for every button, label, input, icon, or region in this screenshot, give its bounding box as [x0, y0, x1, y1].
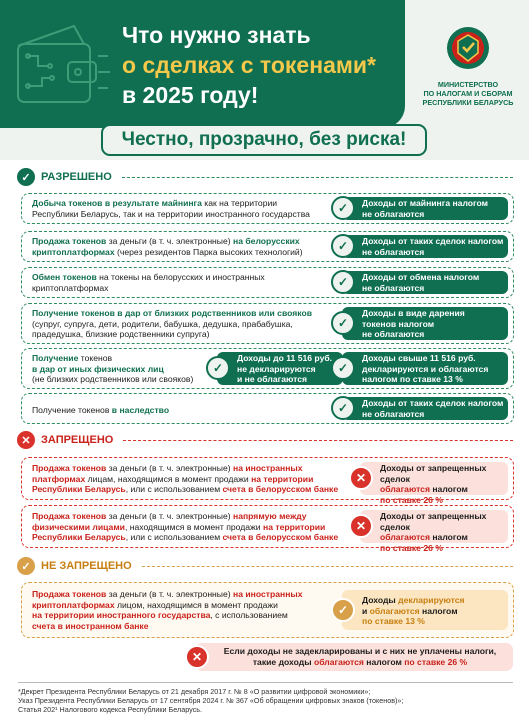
allowed-row-inheritance: Получение токенов в наследство ✓ Доходы от таких сделок налогом не облагаются [21, 393, 514, 424]
allowed-inheritance-result: ✓ Доходы от таких сделок налогом не облагаются [342, 397, 508, 420]
allowed-gift-result: ✓ Доходы в виде дарения токенов налогом не облагаются [342, 307, 508, 340]
allowed-mining-result: ✓ Доходы от майнинга налогом не облагаются [342, 197, 508, 220]
allowed-exchange-result: ✓ Доходы от обмена налогом не облагаются [342, 271, 508, 294]
allowed-sale-result: ✓ Доходы от таких сделок налогом не облагаются [342, 235, 508, 258]
warning-undeclared: ✕ Если доходы не задекларированы и с них не уплачены налоги, такие доходы облагаются налогом по ставке 26 % [195, 643, 513, 671]
allowed-gift-under-limit: ✓ Доходы до 11 516 руб. не декларируются и не облагаются налогом [217, 352, 343, 385]
not-forbidden-result: ✓ Доходы декларируются и облагаются налогом по ставке 13 % [342, 590, 508, 630]
cross-circle-icon: ✕ [17, 431, 35, 449]
page-title: Что нужно знать о сделках с токенами* в 2025 году! [122, 22, 376, 108]
ministry-emblem-icon [445, 25, 491, 71]
footnote: *Декрет Президента Республики Беларусь от 21 декабря 2017 г. № 8 «О развитии цифровой экономики»; Указ Президента Республики Беларусь от 17 сентября 2024 г. № 367 «Об обращении цифровых знаков (токенов)»; Статья 202¹ Налогового кодекса Республики Беларусь. [18, 682, 513, 714]
allowed-row-gift-relatives: Получение токенов в дар от близких родственников или свояков (супруг, супруга, дети, родители, бабушка, дедушка, прабабушка, прадедушка, близкие родственники супруга) ✓ Доходы в виде дарения токенов налогом не облагаются [21, 303, 514, 344]
forbidden-row-p2p: Продажа токенов за деньги (в т. ч. электронные) напрямую между физическими лицами, находящимся в момент продажи на территории Республики Беларусь, или с использованием счета в белорусском банке ✕ Доходы от запрещенных сделок облагаются налогом по ставке 26 % [21, 505, 514, 548]
check-circle-icon: ✓ [17, 557, 35, 575]
allowed-gift-over-limit: ✓ Доходы свыше 11 516 руб. декларируются и облагаются налогом по ставке 13 % [342, 352, 508, 385]
section-allowed-heading: ✓ РАЗРЕШЕНО [17, 168, 513, 186]
section-forbidden-heading: ✕ ЗАПРЕЩЕНО [17, 431, 513, 449]
allowed-row-gift-others: Получение токенов в дар от иных физических лиц (не близких родственников или свояков) ✓ Доходы до 11 516 руб. не декларируются и не облагаются налогом ✓ Доходы свыше 11 516 руб. декларируются и облагаются налогом по ставке 13 % [21, 348, 514, 389]
section-not-forbidden-heading: ✓ НЕ ЗАПРЕЩЕНО [17, 557, 513, 575]
ministry-logo: МИНИСТЕРСТВО ПО НАЛОГАМ И СБОРАМ РЕСПУБЛИКИ БЕЛАРУСЬ [410, 25, 526, 107]
header [0, 0, 529, 160]
forbidden-row-foreign-platforms: Продажа токенов за деньги (в т. ч. электронные) на иностранных платформах лицам, находящимся в момент продажи на территории Республики Беларусь, или с использованием счета в белорусском банке ✕ Доходы от запрещенных сделок облагаются налогом по ставке 26 % [21, 457, 514, 500]
not-forbidden-row-foreign: Продажа токенов за деньги (в т. ч. электронные) на иностранных криптоплатформах лицом, находящимся в момент продажи на территории иностранного государства, с использованием счета в иностранном банке ✓ Доходы декларируются и облагаются налогом по ставке 13 % [21, 582, 514, 638]
forbidden-result-1: ✕ Доходы от запрещенных сделок облагаются налогом по ставке 26 % [360, 462, 508, 495]
forbidden-result-2: ✕ Доходы от запрещенных сделок облагаются налогом по ставке 26 % [360, 510, 508, 543]
cross-circle-icon: ✕ [185, 645, 209, 669]
check-circle-icon: ✓ [17, 168, 35, 186]
allowed-row-exchange: Обмен токенов на токены на белорусских и иностранных криптоплатформах ✓ Доходы от обмена налогом не облагаются [21, 267, 514, 298]
crypto-wallet-icon [14, 16, 112, 112]
allowed-row-mining: Добыча токенов в результате майнинга как на территории Республики Беларусь, так и на территории иностранного государства ✓ Доходы от майнинга налогом не облагаются [21, 193, 514, 224]
allowed-row-sale-by: Продажа токенов за деньги (в т. ч. электронные) на белорусских криптоплатформах (через резидентов Парка высоких технологий) ✓ Доходы от таких сделок налогом не облагаются [21, 231, 514, 262]
slogan: Честно, прозрачно, без риска! [101, 124, 427, 156]
header-banner [0, 0, 405, 128]
